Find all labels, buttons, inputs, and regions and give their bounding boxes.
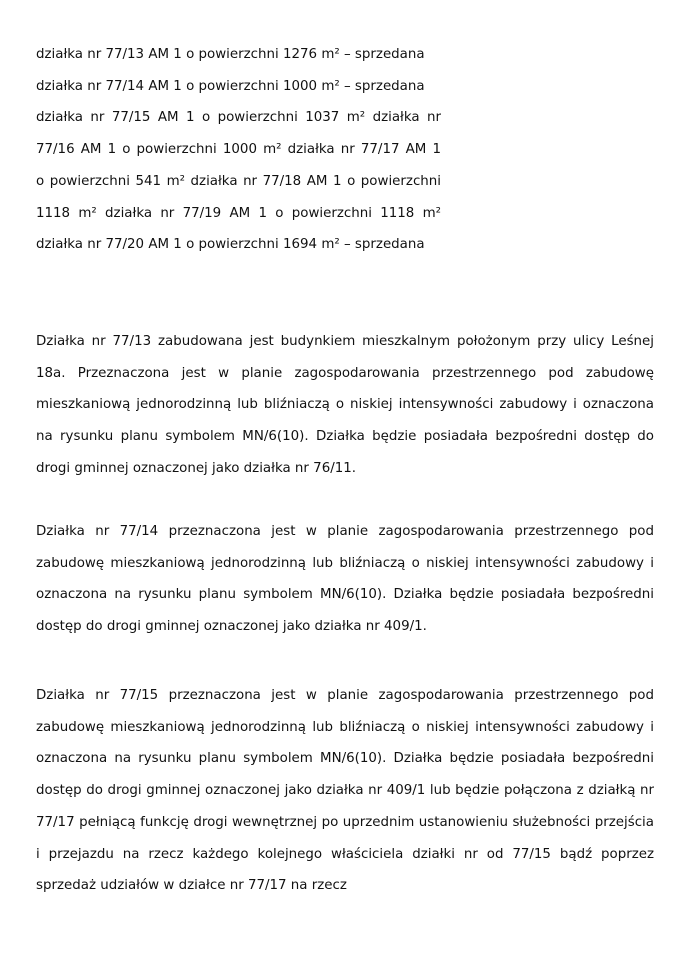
parcels-list-line: działka nr 77/20 AM 1 o powierzchni 1694 m² – sprzedana bbox=[36, 237, 425, 253]
parcels-list-line: działka nr 77/13 AM 1 o powierzchni 1276 m² – sprzedana bbox=[36, 47, 425, 62]
parcels-list-line: o powierzchni 541 m² działka nr 77/18 AM 1 o powierzchni bbox=[36, 173, 441, 189]
parcels-list-line: działka nr 77/14 AM 1 o powierzchni 1000 m² – sprzedana bbox=[36, 78, 425, 94]
paragraph-parcel-77-15: Działka nr 77/15 przeznaczona jest w planie zagospodarowania przestrzennego pod zabudowę mieszkaniową jednorodzinną lub bliźniaczą o niskiej intensywności zabudowy i oznaczona na rysunku planu symbolem MN/6(10). Działka będzie posiadała bezpośredni dostęp do drogi gminnej oznaczonej jako działka nr 409/1 lub będzie połączona z działką nr 77/17 pełniącą funkcję drogi wewnętrznej po uprzednim ustanowieniu służebności przejścia i przejazdu na rzecz każdego kolejnego właściciela działki nr od 77/15 bądź poprzez sprzedaż udziałów w działce nr 77/17 na rzecz bbox=[36, 688, 654, 894]
parcels-list-line: 77/16 AM 1 o powierzchni 1000 m² działka nr 77/17 AM 1 bbox=[36, 142, 441, 158]
parcels-list-line: działka nr 77/15 AM 1 o powierzchni 1037 m² działka nr bbox=[36, 110, 441, 126]
parcels-list-line: 1118 m² działka nr 77/19 AM 1 o powierzchni 1118 m² bbox=[36, 205, 441, 221]
paragraph-parcel-77-13: Działka nr 77/13 zabudowana jest budynkiem mieszkalnym położonym przy ulicy Leśnej 18a. Przeznaczona jest w planie zagospodarowania przestrzennego pod zabudowę mieszkaniową jednorodzinną lub bliźniaczą o niskiej intensywności zabudowy i oznaczona na rysunku planu symbolem MN/6(10). Działka będzie posiadała bezpośredni dostęp do drogi gminnej oznaczonej jako działka nr 76/11. bbox=[36, 334, 654, 476]
paragraph-parcel-77-14: Działka nr 77/14 przeznaczona jest w planie zagospodarowania przestrzennego pod zabudowę mieszkaniową jednorodzinną lub bliźniaczą o niskiej intensywności zabudowy i oznaczona na rysunku planu symbolem MN/6(10). Działka będzie posiadała bezpośredni dostęp do drogi gminnej oznaczonej jako działka nr 409/1. bbox=[36, 524, 654, 635]
parcels-list bbox=[36, 39, 441, 261]
